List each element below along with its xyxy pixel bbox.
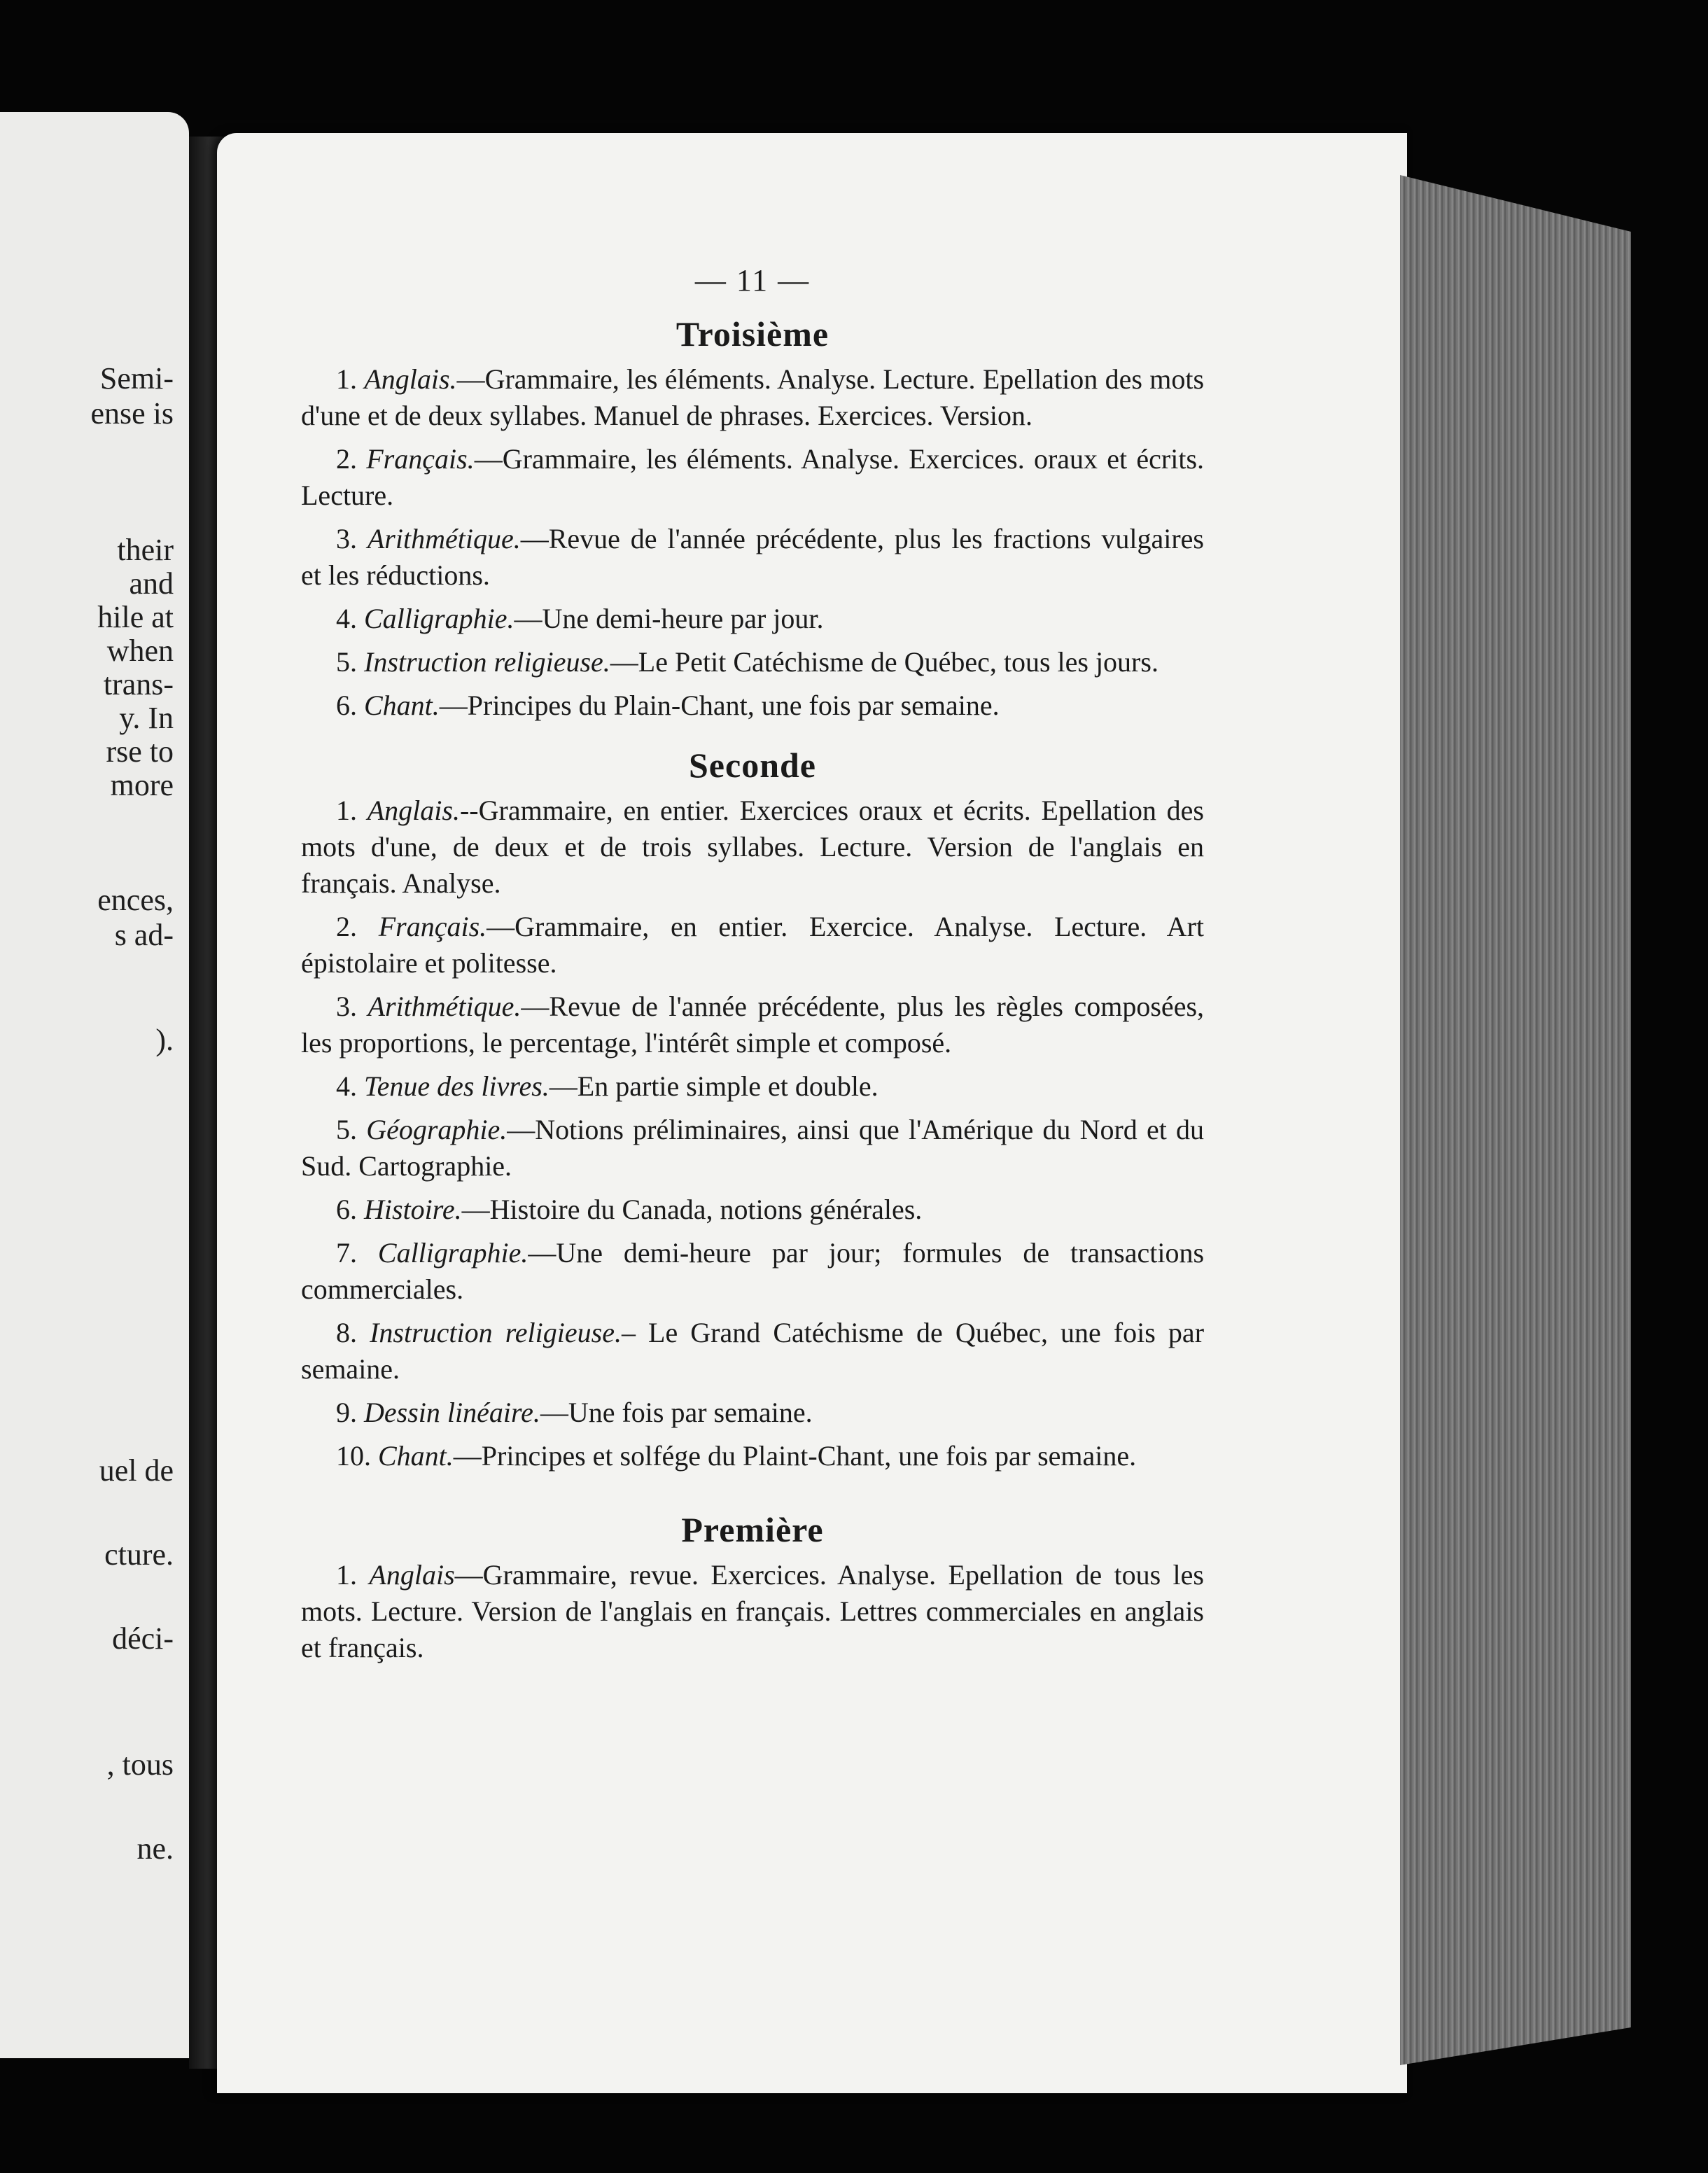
left-fragment: uel de <box>99 1453 174 1488</box>
list-item: 1. Anglais—Grammaire, revue. Exercices. Analyse. Epellation de tous les mots. Lecture. Version de l'anglais en français. Lettres commerciales en anglais et français. <box>301 1559 1204 1663</box>
left-fragment: ). <box>155 1023 174 1057</box>
left-fragment: when <box>106 634 174 668</box>
list-item: 10. Chant.—Principes et solfége du Plaint-Chant, une fois par semaine. <box>336 1440 1137 1472</box>
section-premiere <box>301 1509 1204 1666</box>
left-fragment: hile at <box>97 600 174 634</box>
left-fragment: , tous <box>106 1747 174 1782</box>
section-seconde <box>301 745 1204 1474</box>
list-item: 5. Instruction religieuse.—Le Petit Catéchisme de Québec, tous les jours. <box>336 646 1158 678</box>
list-item: 2. Français.—Grammaire, les éléments. Analyse. Exercices. oraux et écrits. Lecture. <box>301 443 1205 511</box>
list-item: 1. Anglais.—Grammaire, les éléments. Analyse. Lecture. Epellation des mots d'une et de deux syllabes. Manuel de phrases. Exercices. Version. <box>301 363 1205 431</box>
page-content <box>301 263 1204 1687</box>
book-page-edges <box>1400 175 1631 2065</box>
list-item: 2. Français.—Grammaire, en entier. Exercice. Analyse. Lecture. Art épistolaire et politesse. <box>301 911 1205 979</box>
left-fragment: ense is <box>90 396 174 431</box>
section-title: Seconde <box>689 746 816 785</box>
section-title: Troisième <box>676 314 830 354</box>
list-item: 3. Arithmétique.—Revue de l'année précédente, plus les fractions vulgaires et les réductions. <box>301 523 1204 591</box>
previous-page <box>0 112 189 2058</box>
left-fragment: their <box>117 533 174 567</box>
page-number: — 11 — <box>694 263 811 298</box>
left-fragment: ences, <box>97 883 174 917</box>
left-fragment: and <box>129 566 174 601</box>
left-fragment: rse to <box>106 734 174 769</box>
list-item: 6. Histoire.—Histoire du Canada, notions générales. <box>336 1194 923 1225</box>
list-item: 7. Calligraphie.—Une demi-heure par jour; formules de transactions commerciales. <box>301 1237 1205 1305</box>
left-fragment: y. In <box>119 701 174 735</box>
list-item: 3. Arithmétique.—Revue de l'année précédente, plus les règles composées, les proportions, le percentage, l'intérêt simple et composé. <box>301 991 1205 1058</box>
section-troisieme <box>301 314 1204 724</box>
list-item: 1. Anglais.--Grammaire, en entier. Exercices oraux et écrits. Epellation des mots d'une, de deux et de trois syllabes. Lecture. Version de l'anglais en français. Analyse. <box>301 795 1204 899</box>
list-item: 9. Dessin linéaire.—Une fois par semaine. <box>336 1397 813 1428</box>
left-fragment: more <box>110 768 174 802</box>
left-fragment: déci- <box>112 1621 174 1656</box>
left-fragment: s ad- <box>114 918 174 952</box>
left-fragment: trans- <box>103 667 174 701</box>
left-fragment: ne. <box>136 1831 174 1866</box>
list-item: 8. Instruction religieuse.– Le Grand Catéchisme de Québec, une fois par semaine. <box>301 1317 1205 1385</box>
section-title: Première <box>681 1510 824 1549</box>
left-fragment: Semi- <box>99 361 174 396</box>
list-item: 4. Calligraphie.—Une demi-heure par jour. <box>336 603 824 634</box>
left-fragment: cture. <box>104 1537 174 1572</box>
list-item: 5. Géographie.—Notions préliminaires, ainsi que l'Amérique du Nord et du Sud. Cartographie. <box>301 1114 1205 1182</box>
list-item: 4. Tenue des livres.—En partie simple et double. <box>336 1070 878 1102</box>
list-item: 6. Chant.—Principes du Plain-Chant, une fois par semaine. <box>336 690 1000 721</box>
